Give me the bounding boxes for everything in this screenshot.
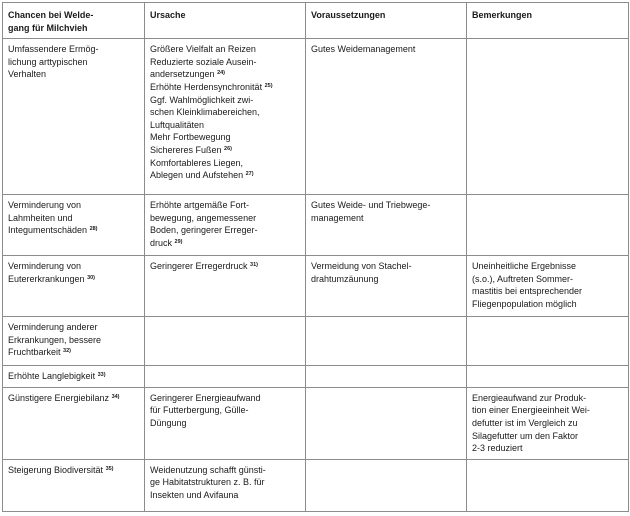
cell-line: Geringerer Energieaufwand — [150, 392, 261, 403]
footnote-ref: 28) — [89, 226, 98, 233]
table-row — [3, 39, 629, 195]
cell-line: Erhöhte Langlebigkeit $^{33)}$ — [8, 371, 106, 382]
cell-line: Ablegen und Aufstehen $^{27)}$ — [150, 170, 254, 181]
cell-line: ge Habitatstrukturen z. B. für — [150, 477, 265, 488]
cell-line: mastitis bei entsprechender — [472, 286, 583, 297]
remarks-cell — [467, 39, 629, 195]
cell-line: Geringerer Erregerdruck $^{31)}$ — [150, 261, 258, 272]
cause-cell — [145, 366, 306, 388]
cell-line: Ggf. Wahlmöglichkeit zwi- — [150, 94, 254, 105]
table-row — [3, 366, 629, 388]
footnote-ref: 26) — [224, 145, 232, 152]
header-cause — [145, 3, 306, 39]
header-remarks — [467, 3, 629, 39]
opportunity-cell — [3, 256, 145, 317]
requirements-cell — [306, 366, 467, 388]
requirements-cell — [306, 195, 467, 256]
cell-line: Vermeidung von Stachel- — [311, 261, 412, 272]
footnote-ref: 24) — [217, 70, 226, 77]
header-line: Chancen bei Welde- — [8, 10, 94, 20]
table-row — [3, 387, 629, 459]
opportunity-cell — [3, 317, 145, 366]
cell-line: Fruchtbarkeit $^{32)}$ — [8, 347, 71, 358]
header-opportunities — [3, 3, 145, 39]
cell-line: Gutes Weidemanagement — [311, 44, 416, 55]
cause-cell — [145, 387, 306, 459]
cell-line: Erkrankungen, bessere — [8, 334, 102, 345]
cell-line: drahtumzäunung — [311, 273, 379, 284]
cause-cell — [145, 39, 306, 195]
cell-line: schen Kleinklimabereichen, — [150, 107, 260, 118]
cell-line: defutter ist im Vergleich zu — [472, 417, 578, 428]
cell-line: Verminderung von — [8, 200, 82, 211]
cell-line: 2-3 reduziert — [472, 443, 523, 454]
footnote-ref: 31) — [250, 262, 258, 269]
header-row — [3, 3, 629, 39]
cell-line: Verhalten — [8, 69, 47, 80]
requirements-cell — [306, 387, 467, 459]
cell-line: Reduzierte soziale Ausein- — [150, 56, 257, 67]
header-requirements — [306, 3, 467, 39]
requirements-cell — [306, 256, 467, 317]
cell-line: Sichereres Fußen $^{26)}$ — [150, 144, 232, 155]
cell-line: Verminderung anderer — [8, 322, 98, 333]
cell-line: Luftqualitäten — [150, 119, 205, 130]
requirements-cell — [306, 317, 467, 366]
opportunity-cell — [3, 366, 145, 388]
footnote-ref: 33) — [97, 372, 106, 379]
cell-line: für Futterbergung, Gülle- — [150, 405, 249, 416]
cause-cell — [145, 317, 306, 366]
footnote-ref: 34) — [111, 393, 120, 400]
cell-line: Lahmheiten und — [8, 212, 73, 223]
remarks-cell — [467, 366, 629, 388]
table-row — [3, 317, 629, 366]
cell-line: lichung arttypischen — [8, 56, 88, 67]
cell-line: Günstigere Energiebilanz $^{34)}$ — [8, 392, 120, 403]
cell-line: management — [311, 212, 364, 223]
cell-line: Gutes Weide- und Triebwege- — [311, 200, 431, 211]
cell-line: Silagefutter um den Faktor — [472, 430, 579, 441]
cell-line: tion einer Energieeinheit Wei- — [472, 405, 590, 416]
cell-line: Umfassendere Ermög- — [8, 44, 99, 55]
cell-line: Eutererkrankungen $^{30)}$ — [8, 273, 96, 284]
opportunity-cell — [3, 195, 145, 256]
cell-line: Erhöhte artgemäße Fort- — [150, 200, 250, 211]
cell-line: Insekten und Avifauna — [150, 489, 239, 500]
cell-line: Energieaufwand zur Produk- — [472, 392, 587, 403]
table-row — [3, 459, 629, 511]
footnote-ref: 25) — [264, 82, 273, 89]
footnote-ref: 27) — [245, 171, 254, 178]
cell-line: Düngung — [150, 417, 187, 428]
table-row — [3, 195, 629, 256]
cell-line: Integumentschäden $^{28)}$ — [8, 225, 98, 236]
footnote-ref: 30) — [87, 274, 96, 281]
cell-line: Mehr Fortbewegung — [150, 132, 231, 143]
requirements-cell — [306, 39, 467, 195]
footnote-ref: 29) — [174, 238, 183, 245]
opportunity-cell — [3, 387, 145, 459]
pasture-opportunities-table — [2, 2, 629, 512]
remarks-cell — [467, 387, 629, 459]
requirements-cell — [306, 459, 467, 511]
remarks-cell — [467, 317, 629, 366]
cell-line: Verminderung von — [8, 261, 82, 272]
cell-line: Boden, geringerer Erreger- — [150, 225, 258, 236]
cause-cell — [145, 459, 306, 511]
header-line: gang für Milchvieh — [8, 22, 88, 33]
cell-line: Weidenutzung schafft günsti- — [150, 464, 266, 475]
cause-cell — [145, 256, 306, 317]
opportunity-cell — [3, 39, 145, 195]
cause-cell — [145, 195, 306, 256]
cell-line: Fliegenpopulation möglich — [472, 298, 577, 309]
cell-line: Steigerung Biodiversität $^{35)}$ — [8, 464, 114, 475]
cell-line: bewegung, angemessener — [150, 212, 257, 223]
header-line: Bemerkungen — [472, 10, 533, 20]
footnote-ref: 32) — [63, 348, 71, 355]
header-line: Ursache — [150, 10, 186, 20]
header-line: Voraussetzungen — [311, 10, 386, 20]
cell-line: Erhöhte Herdensynchronität $^{25)}$ — [150, 81, 273, 92]
remarks-cell — [467, 195, 629, 256]
opportunity-cell — [3, 459, 145, 511]
cell-line: druck $^{29)}$ — [150, 237, 183, 248]
cell-line: Größere Vielfalt an Reizen — [150, 44, 256, 55]
remarks-cell — [467, 459, 629, 511]
footnote-ref: 35) — [105, 465, 114, 472]
cell-line: andersetzungen $^{24)}$ — [150, 69, 226, 80]
cell-line: (s.o.), Auftreten Sommer- — [472, 273, 574, 284]
cell-line: Komfortableres Liegen, — [150, 157, 244, 168]
cell-line: Uneinheitliche Ergebnisse — [472, 261, 577, 272]
table-row — [3, 256, 629, 317]
remarks-cell — [467, 256, 629, 317]
